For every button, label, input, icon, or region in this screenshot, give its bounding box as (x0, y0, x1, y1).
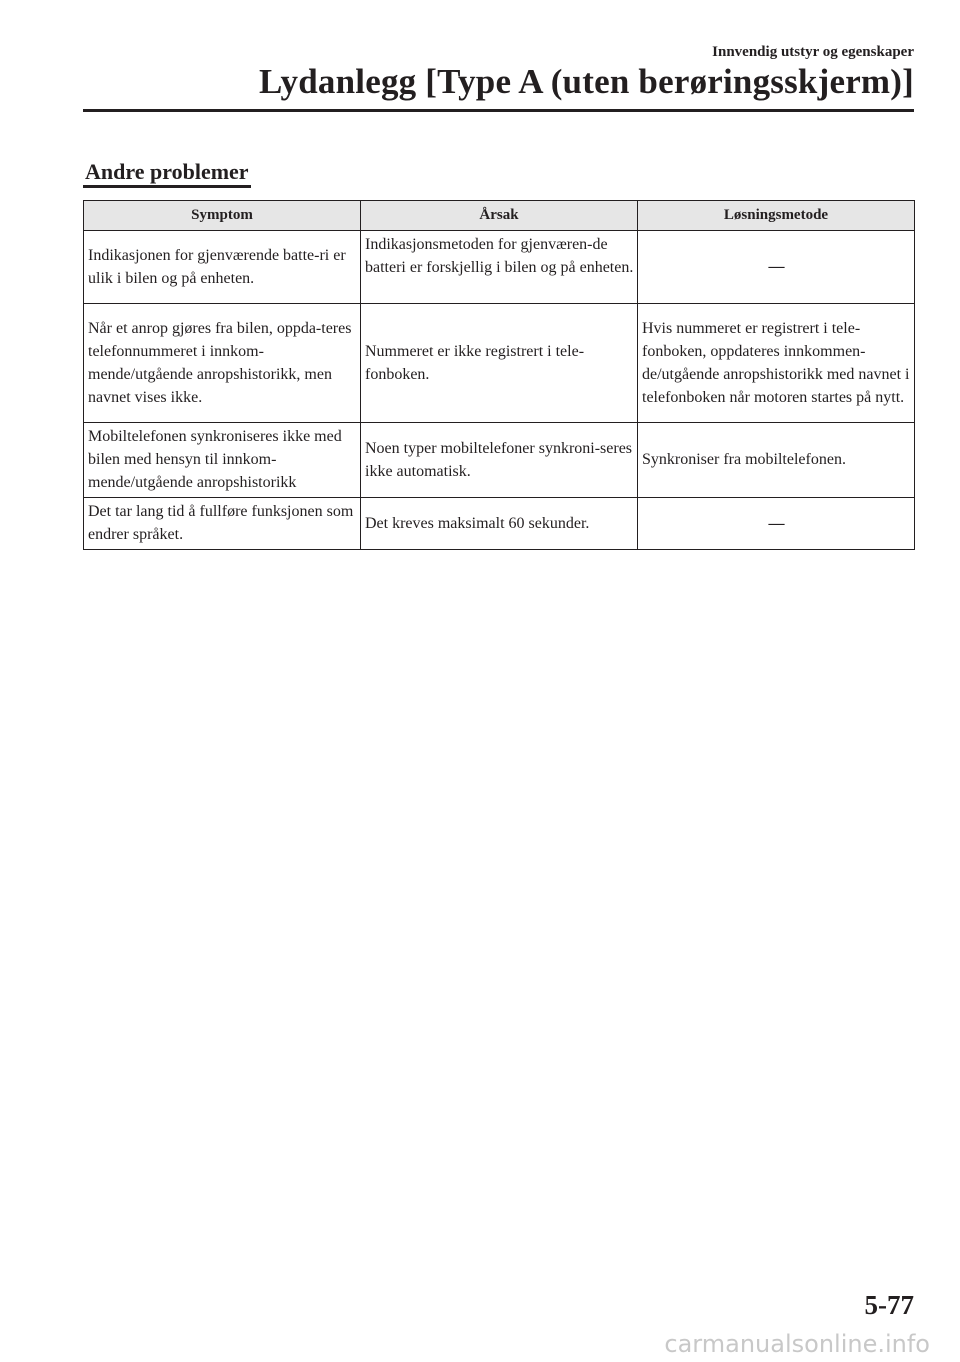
troubleshooting-table (83, 200, 915, 550)
table-row (84, 423, 915, 498)
solution-cell: — (638, 498, 915, 550)
page-title: Lydanlegg [Type A (uten berøringsskjerm)] (258, 62, 914, 101)
header-divider (83, 109, 914, 112)
cause-cell: Nummeret er ikke registrert i tele-fonboken. (361, 304, 638, 423)
page-number: 5-77 (864, 1290, 914, 1320)
column-header-symptom: Symptom (84, 201, 361, 231)
column-header-cause: Årsak (361, 201, 638, 231)
symptom-cell: Når et anrop gjøres fra bilen, oppda-teres telefonnummeret i innkom-mende/utgående anropshistorikk, men navnet vises ikke. (84, 304, 361, 423)
cause-cell: Indikasjonsmetoden for gjenværen-de batteri er forskjellig i bilen og på enheten. (361, 231, 638, 304)
symptom-cell: Mobiltelefonen synkroniseres ikke med bilen med hensyn til innkom-mende/utgående anropshistorikk (84, 423, 361, 498)
watermark: carmanualsonline.info (664, 1330, 930, 1358)
table-row (84, 231, 915, 304)
symptom-cell: Det tar lang tid å fullføre funksjonen som endrer språket. (84, 498, 361, 550)
table-header-row (84, 201, 915, 231)
chapter-subtitle: Innvendig utstyr og egenskaper (712, 44, 914, 60)
solution-cell: Synkroniser fra mobiltelefonen. (638, 423, 915, 498)
section-title: Andre problemer (85, 159, 249, 184)
cause-cell: Det kreves maksimalt 60 sekunder. (361, 498, 638, 550)
column-header-solution: Løsningsmetode (638, 201, 915, 231)
solution-cell: Hvis nummeret er registrert i tele-fonboken, oppdateres innkommen-de/utgående anropshistorikk med navnet i telefonboken når motoren startes på nytt. (638, 304, 915, 423)
cause-cell: Noen typer mobiltelefoner synkroni-seres ikke automatisk. (361, 423, 638, 498)
symptom-cell: Indikasjonen for gjenværende batte-ri er ulik i bilen og på enheten. (84, 231, 361, 304)
table-row (84, 498, 915, 550)
section-title-underline (83, 185, 251, 188)
table-row (84, 304, 915, 423)
solution-cell: — (638, 231, 915, 304)
